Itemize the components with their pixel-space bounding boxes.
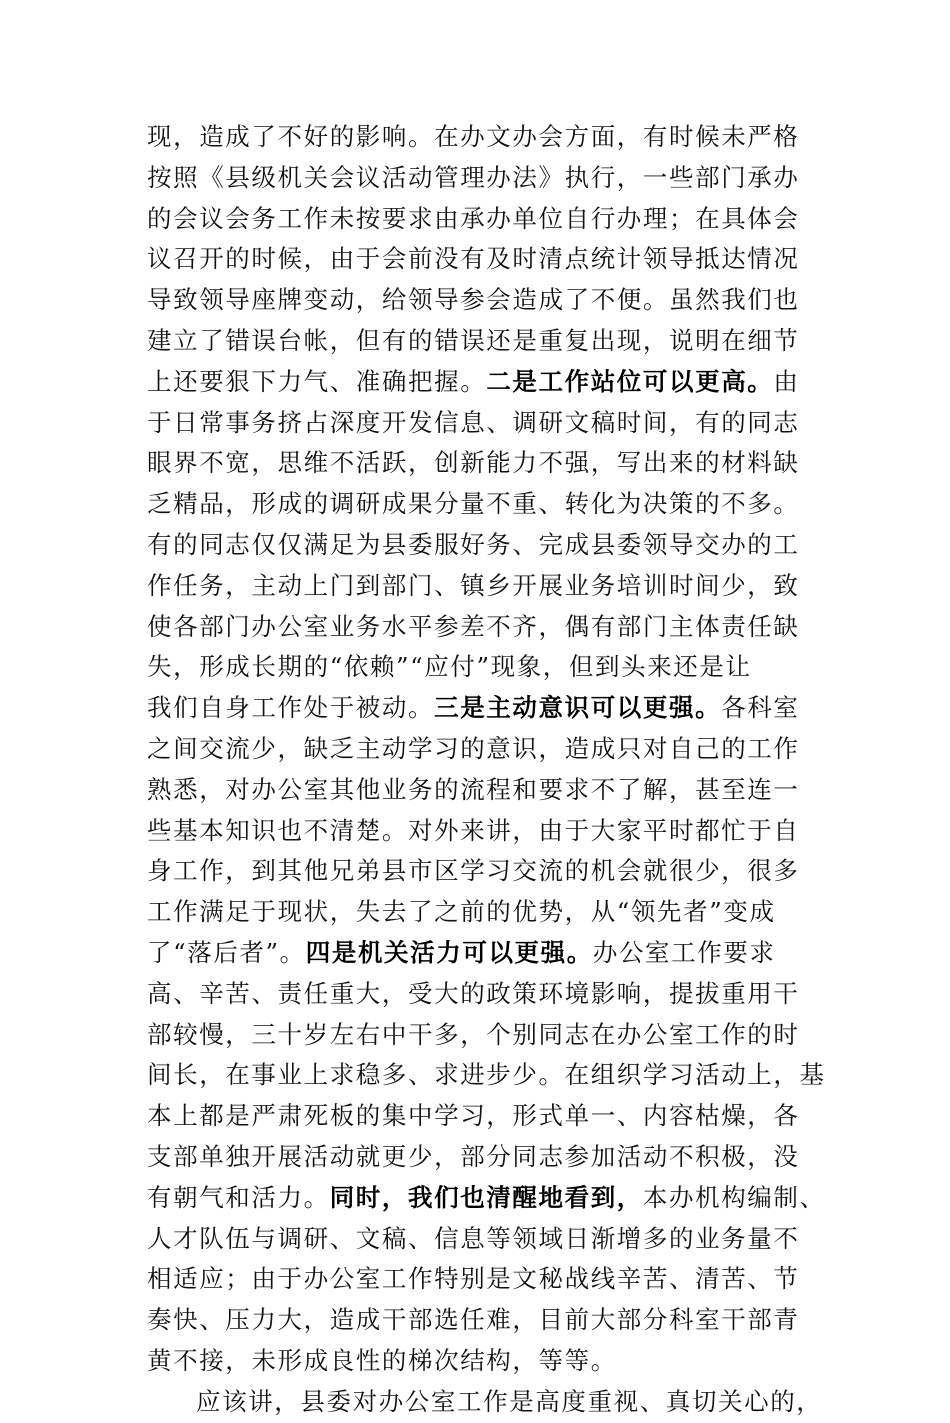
text-line: [147, 933, 847, 974]
body-text-segment: 本办机构编制、: [642, 1182, 826, 1212]
body-text-segment: 部较慢，三十岁左右中干多，个别同志在办公室工作的时: [147, 1019, 800, 1049]
body-text-segment: 办公室工作要求: [592, 937, 776, 967]
text-line: [147, 239, 847, 280]
body-text-segment: 身工作，到其他兄弟县市区学习交流的机会就很少，很多: [147, 856, 800, 886]
body-text-segment: 于日常事务挤占深度开发信息、调研文稿时间，有的同志: [147, 407, 800, 437]
body-text-segment: 本上都是严肃死板的集中学习，形式单一、内容枯燥，各: [147, 1101, 800, 1131]
text-line: [147, 1382, 847, 1423]
text-line: [147, 443, 847, 484]
text-line: [147, 525, 847, 566]
body-text-segment: 建立了错误台帐，但有的错误还是重复出现，说明在细节: [147, 325, 800, 355]
body-text-segment: 熟悉，对办公室其他业务的流程和要求不了解，甚至连一: [147, 774, 800, 804]
text-line: [147, 811, 847, 852]
text-line: [147, 770, 847, 811]
body-text-segment: 了“落后者”。: [147, 937, 306, 967]
body-text-segment: 有的同志仅仅满足为县委服好务、完成县委领导交办的工: [147, 529, 800, 559]
text-line: [147, 892, 847, 933]
text-line: [147, 729, 847, 770]
body-text-segment: 黄不接，未形成良性的梯次结构，等等。: [147, 1345, 617, 1375]
body-text-segment: 我们自身工作处于被动。: [147, 693, 435, 723]
body-text-segment: 眼界不宽，思维不活跃，创新能力不强，写出来的材料缺: [147, 448, 800, 478]
text-line: [147, 321, 847, 362]
text-line: [147, 566, 847, 607]
text-line: [147, 117, 847, 158]
body-text: [147, 117, 847, 1423]
bold-heading-text: 三是主动意识可以更强。: [434, 693, 722, 723]
text-line: [147, 1259, 847, 1300]
text-line: [147, 484, 847, 525]
body-text-segment: 由: [773, 366, 800, 396]
text-line: [147, 1178, 847, 1219]
text-line: [147, 403, 847, 444]
bold-heading-text: 四是机关活力可以更强。: [305, 937, 593, 967]
text-line: [147, 199, 847, 240]
body-text-segment: 高、辛苦、责任重大，受大的政策环境影响，提拔重用干: [147, 978, 800, 1008]
body-text-segment: 工作满足于现状，失去了之前的优势，从“领先者”变成: [147, 897, 776, 927]
body-text-segment: 议召开的时候，由于会前没有及时清点统计领导抵达情况: [147, 244, 800, 274]
text-line: [147, 1341, 847, 1382]
body-text-segment: 奏快、压力大，造成干部选任难，目前大部分科室干部青: [147, 1305, 800, 1335]
body-text-segment: 间长，在事业上求稳多、求进步少。在组织学习活动上，基: [147, 1060, 826, 1090]
text-line: [147, 1137, 847, 1178]
body-text-segment: 些基本知识也不清楚。对外来讲，由于大家平时都忙于自: [147, 815, 800, 845]
body-text-segment: 使各部门办公室业务水平参差不齐，偶有部门主体责任缺: [147, 611, 800, 641]
bold-heading-text: 同时，我们也清醒地看到，: [329, 1182, 643, 1212]
text-line: [147, 1096, 847, 1137]
body-text-segment: 之间交流少，缺乏主动学习的意识，造成只对自己的工作: [147, 733, 800, 763]
text-line: [147, 280, 847, 321]
body-text-segment: 现，造成了不好的影响。在办文办会方面，有时候未严格: [147, 122, 800, 151]
text-line: [147, 688, 847, 729]
body-text-segment: 应该讲，县委对办公室工作是高度重视、真切关心的，: [196, 1386, 823, 1416]
body-text-segment: 失，形成长期的“依赖”“应付”现象，但到头来还是让: [147, 652, 752, 682]
text-line: [147, 1219, 847, 1260]
text-line: [147, 1055, 847, 1096]
text-line: [147, 1015, 847, 1056]
body-text-segment: 按照《县级机关会议活动管理办法》执行，一些部门承办: [147, 162, 800, 192]
bold-heading-text: 二是工作站位可以更高。: [486, 366, 774, 396]
text-line: [147, 1300, 847, 1341]
body-text-segment: 相适应；由于办公室工作特别是文秘战线辛苦、清苦、节: [147, 1264, 800, 1294]
text-line: [147, 851, 847, 892]
text-line: [147, 607, 847, 648]
text-line: [147, 647, 847, 688]
body-text-segment: 作任务，主动上门到部门、镇乡开展业务培训时间少，致: [147, 570, 800, 600]
body-text-segment: 支部单独开展活动就更少，部分同志参加活动不积极，没: [147, 1141, 800, 1171]
body-text-segment: 上还要狠下力气、准确把握。: [147, 366, 487, 396]
body-text-segment: 导致领导座牌变动，给领导参会造成了不便。虽然我们也: [147, 285, 800, 315]
text-line: [147, 158, 847, 199]
text-line: [147, 974, 847, 1015]
text-line: [147, 362, 847, 403]
body-text-segment: 人才队伍与调研、文稿、信息等领域日渐增多的业务量不: [147, 1223, 800, 1253]
body-text-segment: 的会议会务工作未按要求由承办单位自行办理；在具体会: [147, 203, 800, 233]
body-text-segment: 有朝气和活力。: [147, 1182, 330, 1212]
body-text-segment: 乏精品，形成的调研成果分量不重、转化为决策的不多。: [147, 489, 800, 519]
body-text-segment: 各科室: [721, 693, 800, 723]
